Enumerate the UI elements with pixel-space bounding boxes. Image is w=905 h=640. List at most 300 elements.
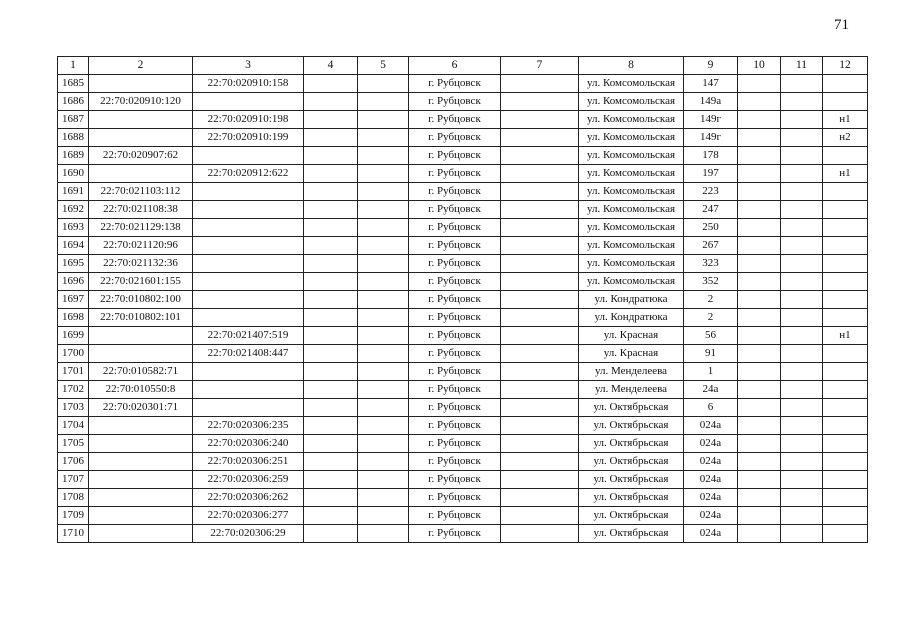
street-cell: ул. Красная xyxy=(579,327,684,345)
house-number-cell: 149г xyxy=(684,129,738,147)
table-body xyxy=(58,75,868,543)
col-10-cell xyxy=(738,129,781,147)
col-5-cell xyxy=(358,453,409,471)
col-7-cell xyxy=(501,147,579,165)
col-10-cell xyxy=(738,453,781,471)
column-header-3: 3 xyxy=(193,57,304,75)
house-number-cell: 267 xyxy=(684,237,738,255)
house-number-cell: 024а xyxy=(684,471,738,489)
cadastral-number-land-cell: 22:70:010802:101 xyxy=(89,309,193,327)
col-4-cell xyxy=(304,363,358,381)
col-5-cell xyxy=(358,345,409,363)
col-5-cell xyxy=(358,201,409,219)
col-7-cell xyxy=(501,273,579,291)
column-header-4: 4 xyxy=(304,57,358,75)
col-10-cell xyxy=(738,381,781,399)
house-number-cell: 024а xyxy=(684,489,738,507)
note-cell xyxy=(823,471,868,489)
cadastral-number-land-cell xyxy=(89,435,193,453)
column-header-1: 1 xyxy=(58,57,89,75)
street-cell: ул. Комсомольская xyxy=(579,219,684,237)
col-7-cell xyxy=(501,219,579,237)
street-cell: ул. Комсомольская xyxy=(579,255,684,273)
table-row xyxy=(58,435,868,453)
settlement-cell: г. Рубцовск xyxy=(409,237,501,255)
col-4-cell xyxy=(304,237,358,255)
col-5-cell xyxy=(358,399,409,417)
col-5-cell xyxy=(358,147,409,165)
row-number-cell: 1685 xyxy=(58,75,89,93)
col-7-cell xyxy=(501,165,579,183)
col-4-cell xyxy=(304,93,358,111)
street-cell: ул. Комсомольская xyxy=(579,111,684,129)
cadastral-number-land-cell: 22:70:020910:120 xyxy=(89,93,193,111)
note-cell xyxy=(823,183,868,201)
col-7-cell xyxy=(501,507,579,525)
note-cell xyxy=(823,255,868,273)
row-number-cell: 1698 xyxy=(58,309,89,327)
col-11-cell xyxy=(781,381,823,399)
col-7-cell xyxy=(501,111,579,129)
row-number-cell: 1699 xyxy=(58,327,89,345)
settlement-cell: г. Рубцовск xyxy=(409,111,501,129)
house-number-cell: 2 xyxy=(684,291,738,309)
col-5-cell xyxy=(358,93,409,111)
col-11-cell xyxy=(781,489,823,507)
col-10-cell xyxy=(738,255,781,273)
col-11-cell xyxy=(781,525,823,543)
col-4-cell xyxy=(304,399,358,417)
col-10-cell xyxy=(738,309,781,327)
cadastral-number-land-cell xyxy=(89,417,193,435)
row-number-cell: 1709 xyxy=(58,507,89,525)
house-number-cell: 6 xyxy=(684,399,738,417)
col-4-cell xyxy=(304,111,358,129)
col-5-cell xyxy=(358,237,409,255)
col-4-cell xyxy=(304,327,358,345)
cadastral-number-land-cell: 22:70:021108:38 xyxy=(89,201,193,219)
house-number-cell: 024а xyxy=(684,435,738,453)
table-row xyxy=(58,471,868,489)
column-header-8: 8 xyxy=(579,57,684,75)
col-5-cell xyxy=(358,111,409,129)
row-number-cell: 1692 xyxy=(58,201,89,219)
settlement-cell: г. Рубцовск xyxy=(409,273,501,291)
col-11-cell xyxy=(781,471,823,489)
note-cell xyxy=(823,381,868,399)
cadastral-number-building-cell: 22:70:020306:262 xyxy=(193,489,304,507)
settlement-cell: г. Рубцовск xyxy=(409,93,501,111)
col-10-cell xyxy=(738,147,781,165)
cadastral-number-land-cell: 22:70:010582:71 xyxy=(89,363,193,381)
cadastral-number-building-cell xyxy=(193,363,304,381)
col-5-cell xyxy=(358,129,409,147)
house-number-cell: 24а xyxy=(684,381,738,399)
cadastral-number-building-cell xyxy=(193,381,304,399)
column-header-12: 12 xyxy=(823,57,868,75)
street-cell: ул. Октябрьская xyxy=(579,471,684,489)
table-row xyxy=(58,525,868,543)
column-header-5: 5 xyxy=(358,57,409,75)
col-5-cell xyxy=(358,363,409,381)
settlement-cell: г. Рубцовск xyxy=(409,183,501,201)
col-4-cell xyxy=(304,381,358,399)
col-7-cell xyxy=(501,309,579,327)
col-10-cell xyxy=(738,363,781,381)
row-number-cell: 1701 xyxy=(58,363,89,381)
col-11-cell xyxy=(781,435,823,453)
col-4-cell xyxy=(304,525,358,543)
note-cell xyxy=(823,525,868,543)
col-11-cell xyxy=(781,183,823,201)
cadastral-number-building-cell xyxy=(193,309,304,327)
street-cell: ул. Кондратюка xyxy=(579,291,684,309)
note-cell xyxy=(823,75,868,93)
settlement-cell: г. Рубцовск xyxy=(409,489,501,507)
cadastral-number-building-cell: 22:70:020306:259 xyxy=(193,471,304,489)
cadastral-number-building-cell: 22:70:020306:277 xyxy=(193,507,304,525)
col-5-cell xyxy=(358,417,409,435)
registry-table xyxy=(57,56,868,543)
cadastral-number-building-cell: 22:70:021408:447 xyxy=(193,345,304,363)
col-11-cell xyxy=(781,165,823,183)
row-number-cell: 1710 xyxy=(58,525,89,543)
col-11-cell xyxy=(781,273,823,291)
col-11-cell xyxy=(781,111,823,129)
street-cell: ул. Комсомольская xyxy=(579,147,684,165)
street-cell: ул. Кондратюка xyxy=(579,309,684,327)
col-4-cell xyxy=(304,255,358,273)
cadastral-number-building-cell: 22:70:020910:158 xyxy=(193,75,304,93)
col-4-cell xyxy=(304,435,358,453)
col-10-cell xyxy=(738,219,781,237)
col-4-cell xyxy=(304,183,358,201)
cadastral-number-land-cell xyxy=(89,129,193,147)
settlement-cell: г. Рубцовск xyxy=(409,453,501,471)
table-row xyxy=(58,273,868,291)
cadastral-number-land-cell: 22:70:021601:155 xyxy=(89,273,193,291)
col-7-cell xyxy=(501,129,579,147)
col-10-cell xyxy=(738,525,781,543)
col-7-cell xyxy=(501,453,579,471)
cadastral-number-building-cell xyxy=(193,201,304,219)
cadastral-number-building-cell xyxy=(193,237,304,255)
cadastral-number-building-cell: 22:70:020910:198 xyxy=(193,111,304,129)
cadastral-number-building-cell xyxy=(193,147,304,165)
col-7-cell xyxy=(501,399,579,417)
table-row xyxy=(58,309,868,327)
col-10-cell xyxy=(738,111,781,129)
col-11-cell xyxy=(781,453,823,471)
street-cell: ул. Комсомольская xyxy=(579,237,684,255)
table-row xyxy=(58,93,868,111)
table-row xyxy=(58,363,868,381)
col-11-cell xyxy=(781,363,823,381)
col-11-cell xyxy=(781,399,823,417)
col-7-cell xyxy=(501,291,579,309)
col-10-cell xyxy=(738,345,781,363)
cadastral-number-land-cell: 22:70:021129:138 xyxy=(89,219,193,237)
cadastral-number-building-cell: 22:70:020306:251 xyxy=(193,453,304,471)
row-number-cell: 1695 xyxy=(58,255,89,273)
col-4-cell xyxy=(304,309,358,327)
note-cell xyxy=(823,237,868,255)
settlement-cell: г. Рубцовск xyxy=(409,309,501,327)
col-4-cell xyxy=(304,201,358,219)
col-5-cell xyxy=(358,327,409,345)
cadastral-number-building-cell: 22:70:020912:622 xyxy=(193,165,304,183)
col-4-cell xyxy=(304,219,358,237)
note-cell xyxy=(823,93,868,111)
col-7-cell xyxy=(501,237,579,255)
col-4-cell xyxy=(304,273,358,291)
house-number-cell: 91 xyxy=(684,345,738,363)
cadastral-number-building-cell xyxy=(193,255,304,273)
settlement-cell: г. Рубцовск xyxy=(409,219,501,237)
settlement-cell: г. Рубцовск xyxy=(409,75,501,93)
street-cell: ул. Комсомольская xyxy=(579,165,684,183)
cadastral-number-building-cell: 22:70:020306:235 xyxy=(193,417,304,435)
col-11-cell xyxy=(781,201,823,219)
note-cell xyxy=(823,291,868,309)
settlement-cell: г. Рубцовск xyxy=(409,255,501,273)
settlement-cell: г. Рубцовск xyxy=(409,381,501,399)
note-cell xyxy=(823,453,868,471)
col-10-cell xyxy=(738,417,781,435)
cadastral-number-land-cell: 22:70:021103:112 xyxy=(89,183,193,201)
settlement-cell: г. Рубцовск xyxy=(409,507,501,525)
table-row xyxy=(58,507,868,525)
house-number-cell: 024а xyxy=(684,417,738,435)
table-row xyxy=(58,345,868,363)
row-number-cell: 1707 xyxy=(58,471,89,489)
cadastral-number-building-cell: 22:70:020910:199 xyxy=(193,129,304,147)
col-10-cell xyxy=(738,489,781,507)
row-number-cell: 1703 xyxy=(58,399,89,417)
col-11-cell xyxy=(781,345,823,363)
col-7-cell xyxy=(501,525,579,543)
house-number-cell: 56 xyxy=(684,327,738,345)
row-number-cell: 1693 xyxy=(58,219,89,237)
street-cell: ул. Комсомольская xyxy=(579,75,684,93)
house-number-cell: 323 xyxy=(684,255,738,273)
row-number-cell: 1689 xyxy=(58,147,89,165)
house-number-cell: 250 xyxy=(684,219,738,237)
header-row xyxy=(58,57,868,75)
col-11-cell xyxy=(781,237,823,255)
cadastral-number-land-cell xyxy=(89,75,193,93)
row-number-cell: 1704 xyxy=(58,417,89,435)
table-row xyxy=(58,165,868,183)
settlement-cell: г. Рубцовск xyxy=(409,525,501,543)
col-10-cell xyxy=(738,435,781,453)
cadastral-number-building-cell: 22:70:021407:519 xyxy=(193,327,304,345)
col-4-cell xyxy=(304,291,358,309)
col-11-cell xyxy=(781,219,823,237)
col-4-cell xyxy=(304,489,358,507)
house-number-cell: 024а xyxy=(684,507,738,525)
row-number-cell: 1705 xyxy=(58,435,89,453)
table-row xyxy=(58,327,868,345)
table-row xyxy=(58,183,868,201)
cadastral-number-building-cell xyxy=(193,93,304,111)
cadastral-number-land-cell: 22:70:021120:96 xyxy=(89,237,193,255)
col-11-cell xyxy=(781,255,823,273)
cadastral-number-land-cell: 22:70:020301:71 xyxy=(89,399,193,417)
col-4-cell xyxy=(304,129,358,147)
col-7-cell xyxy=(501,417,579,435)
row-number-cell: 1686 xyxy=(58,93,89,111)
note-cell: н2 xyxy=(823,129,868,147)
house-number-cell: 178 xyxy=(684,147,738,165)
cadastral-number-building-cell xyxy=(193,183,304,201)
col-7-cell xyxy=(501,435,579,453)
col-7-cell xyxy=(501,327,579,345)
cadastral-number-land-cell: 22:70:010802:100 xyxy=(89,291,193,309)
settlement-cell: г. Рубцовск xyxy=(409,471,501,489)
col-10-cell xyxy=(738,237,781,255)
col-11-cell xyxy=(781,327,823,345)
row-number-cell: 1697 xyxy=(58,291,89,309)
settlement-cell: г. Рубцовск xyxy=(409,147,501,165)
table-row xyxy=(58,75,868,93)
col-5-cell xyxy=(358,273,409,291)
col-10-cell xyxy=(738,291,781,309)
table-row xyxy=(58,381,868,399)
col-11-cell xyxy=(781,309,823,327)
cadastral-number-land-cell xyxy=(89,345,193,363)
street-cell: ул. Октябрьская xyxy=(579,453,684,471)
street-cell: ул. Комсомольская xyxy=(579,93,684,111)
col-11-cell xyxy=(781,507,823,525)
street-cell: ул. Комсомольская xyxy=(579,201,684,219)
settlement-cell: г. Рубцовск xyxy=(409,291,501,309)
table-row xyxy=(58,291,868,309)
row-number-cell: 1708 xyxy=(58,489,89,507)
row-number-cell: 1691 xyxy=(58,183,89,201)
house-number-cell: 149а xyxy=(684,93,738,111)
house-number-cell: 352 xyxy=(684,273,738,291)
settlement-cell: г. Рубцовск xyxy=(409,327,501,345)
col-11-cell xyxy=(781,291,823,309)
col-10-cell xyxy=(738,399,781,417)
cadastral-number-land-cell xyxy=(89,489,193,507)
street-cell: ул. Красная xyxy=(579,345,684,363)
house-number-cell: 149г xyxy=(684,111,738,129)
note-cell xyxy=(823,507,868,525)
note-cell: н1 xyxy=(823,327,868,345)
column-header-6: 6 xyxy=(409,57,501,75)
page-number: 71 xyxy=(834,17,849,33)
street-cell: ул. Октябрьская xyxy=(579,435,684,453)
note-cell xyxy=(823,363,868,381)
col-4-cell xyxy=(304,165,358,183)
settlement-cell: г. Рубцовск xyxy=(409,417,501,435)
house-number-cell: 223 xyxy=(684,183,738,201)
row-number-cell: 1696 xyxy=(58,273,89,291)
row-number-cell: 1706 xyxy=(58,453,89,471)
col-7-cell xyxy=(501,183,579,201)
cadastral-number-land-cell: 22:70:021132:36 xyxy=(89,255,193,273)
col-5-cell xyxy=(358,75,409,93)
cadastral-number-land-cell xyxy=(89,165,193,183)
table-row xyxy=(58,489,868,507)
col-7-cell xyxy=(501,471,579,489)
col-5-cell xyxy=(358,435,409,453)
house-number-cell: 2 xyxy=(684,309,738,327)
column-header-7: 7 xyxy=(501,57,579,75)
settlement-cell: г. Рубцовск xyxy=(409,363,501,381)
col-11-cell xyxy=(781,93,823,111)
street-cell: ул. Октябрьская xyxy=(579,399,684,417)
cadastral-number-building-cell xyxy=(193,291,304,309)
col-5-cell xyxy=(358,165,409,183)
note-cell xyxy=(823,489,868,507)
house-number-cell: 024а xyxy=(684,525,738,543)
col-11-cell xyxy=(781,147,823,165)
column-header-10: 10 xyxy=(738,57,781,75)
col-5-cell xyxy=(358,471,409,489)
col-5-cell xyxy=(358,255,409,273)
cadastral-number-building-cell xyxy=(193,273,304,291)
col-10-cell xyxy=(738,327,781,345)
settlement-cell: г. Рубцовск xyxy=(409,129,501,147)
note-cell xyxy=(823,435,868,453)
col-5-cell xyxy=(358,183,409,201)
street-cell: ул. Комсомольская xyxy=(579,183,684,201)
col-4-cell xyxy=(304,453,358,471)
cadastral-number-land-cell xyxy=(89,111,193,129)
col-7-cell xyxy=(501,489,579,507)
table-row xyxy=(58,453,868,471)
settlement-cell: г. Рубцовск xyxy=(409,345,501,363)
table-row xyxy=(58,399,868,417)
house-number-cell: 1 xyxy=(684,363,738,381)
col-4-cell xyxy=(304,417,358,435)
settlement-cell: г. Рубцовск xyxy=(409,201,501,219)
house-number-cell: 247 xyxy=(684,201,738,219)
house-number-cell: 024а xyxy=(684,453,738,471)
col-4-cell xyxy=(304,471,358,489)
cadastral-number-land-cell xyxy=(89,507,193,525)
settlement-cell: г. Рубцовск xyxy=(409,165,501,183)
row-number-cell: 1688 xyxy=(58,129,89,147)
street-cell: ул. Октябрьская xyxy=(579,417,684,435)
table-row xyxy=(58,129,868,147)
settlement-cell: г. Рубцовск xyxy=(409,435,501,453)
col-7-cell xyxy=(501,363,579,381)
note-cell xyxy=(823,147,868,165)
cadastral-number-building-cell xyxy=(193,219,304,237)
cadastral-number-building-cell xyxy=(193,399,304,417)
note-cell xyxy=(823,201,868,219)
col-10-cell xyxy=(738,201,781,219)
note-cell xyxy=(823,417,868,435)
row-number-cell: 1687 xyxy=(58,111,89,129)
row-number-cell: 1694 xyxy=(58,237,89,255)
settlement-cell: г. Рубцовск xyxy=(409,399,501,417)
col-4-cell xyxy=(304,345,358,363)
street-cell: ул. Комсомольская xyxy=(579,129,684,147)
col-7-cell xyxy=(501,381,579,399)
cadastral-number-land-cell: 22:70:010550:8 xyxy=(89,381,193,399)
col-5-cell xyxy=(358,489,409,507)
col-11-cell xyxy=(781,129,823,147)
col-4-cell xyxy=(304,147,358,165)
col-5-cell xyxy=(358,219,409,237)
row-number-cell: 1702 xyxy=(58,381,89,399)
table-row xyxy=(58,237,868,255)
